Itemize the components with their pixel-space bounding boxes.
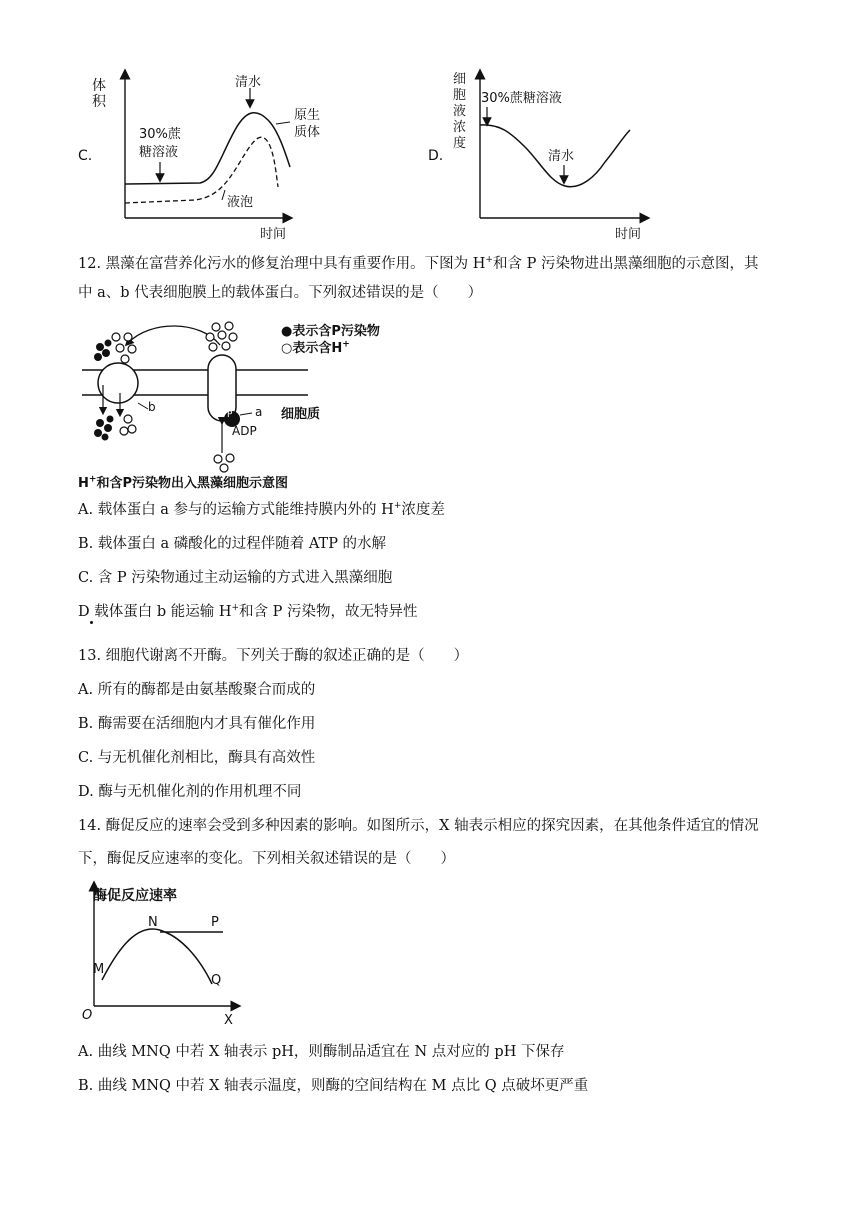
- h-ions-outside-b: [112, 333, 136, 363]
- q12-option-b: B. 载体蛋白 a 磷酸化的过程伴随着 ATP 的水解: [78, 536, 387, 552]
- figd-x-axis-label: 时间: [615, 227, 642, 242]
- q13-option-d: D. 酶与无机催化剂的作用机理不同: [78, 784, 302, 800]
- figc-protoplast-label-1: 原生: [294, 108, 321, 123]
- figure-c-volume-graph: [90, 62, 300, 244]
- q14-option-b: B. 曲线 MNQ 中若 X 轴表示温度，则酶的空间结构在 M 点比 Q 点破坏更严重: [78, 1078, 589, 1094]
- q13-stem: 13. 细胞代谢离不开酶。下列关于酶的叙述正确的是（ ）: [78, 648, 469, 664]
- q12-label-a: a: [255, 405, 263, 419]
- p-pollutants-inside: [94, 416, 114, 441]
- p-pollutants-outside: [94, 340, 112, 362]
- q13-option-a: A. 所有的酶都是由氨基酸聚合而成的: [78, 682, 316, 698]
- q12-legend-p: ●表示含P污染物: [281, 324, 380, 339]
- figd-water-label: 清水: [548, 149, 575, 164]
- q12-label-adp: ADP: [232, 424, 257, 438]
- q14-stem-line2: 下，酶促反应速率的变化。下列相关叙述错误的是（ ）: [78, 851, 455, 867]
- figc-y-axis-label: 体积: [92, 78, 106, 110]
- figc-x-axis-label: 时间: [260, 227, 287, 242]
- q14-label-M: M: [93, 962, 105, 977]
- q14-option-a: A. 曲线 MNQ 中若 X 轴表示 pH，则酶制品适宜在 N 点对应的 pH 下保存: [78, 1044, 565, 1060]
- h-ions-inside-b: [120, 415, 136, 435]
- q12-option-d: D 载体蛋白 b 能运输 H+和含 P 污染物，故无特异性: [78, 603, 418, 620]
- q14-label-N: N: [148, 915, 158, 930]
- carrier-b: [98, 363, 138, 403]
- q14-y-axis-label: 酶促反应速率: [93, 888, 177, 904]
- h-ions-outside-a: [206, 322, 237, 351]
- q12-legend-h: ○表示含H+: [281, 339, 350, 356]
- option-c-label: C.: [78, 148, 93, 164]
- q12-stem-line1: 12. 黑藻在富营养化污水的修复治理中具有重要作用。下图为 H+和含 P 污染物进出黑藻细胞的示意图，其: [78, 255, 759, 272]
- q14-x-axis-label: X: [224, 1013, 233, 1028]
- figd-sucrose-label: 30%蔗糖溶液: [481, 91, 562, 106]
- q14-stem-line1: 14. 酶促反应的速率会受到多种因素的影响。如图所示，X 轴表示相应的探究因素，在其他条件适宜的情况: [78, 818, 759, 834]
- q14-origin-label: O: [82, 1008, 93, 1023]
- figd-y-axis-label: 细胞液浓度: [453, 72, 467, 151]
- q12-stem-line2: 中 a、b 代表细胞膜上的载体蛋白。下列叙述错误的是（ ）: [78, 285, 483, 301]
- figc-sucrose-label-2: 糖溶液: [139, 145, 179, 160]
- curve-mnq: [102, 929, 212, 984]
- q13-option-c: C. 与无机催化剂相比，酶具有高效性: [78, 750, 316, 766]
- figc-vacuole-label: 液泡: [227, 195, 254, 210]
- h-ions-inside-a: [214, 454, 234, 472]
- figc-protoplast-label-2: 质体: [294, 125, 321, 140]
- figc-water-label: 清水: [235, 75, 262, 90]
- figc-sucrose-label-1: 30%蔗: [139, 127, 181, 142]
- q12-option-a: A. 载体蛋白 a 参与的运输方式能维持膜内外的 H+浓度差: [78, 501, 445, 518]
- q12-option-c: C. 含 P 污染物通过主动运输的方式进入黑藻细胞: [78, 570, 393, 586]
- q14-label-P: P: [211, 915, 219, 930]
- q13-option-b: B. 酶需要在活细胞内才具有催化作用: [78, 716, 316, 732]
- option-d-label: D.: [428, 148, 444, 164]
- stray-dot: [90, 621, 93, 624]
- q12-figure-caption: H+和含P污染物出入黑藻细胞示意图: [78, 474, 288, 491]
- q12-label-cytoplasm: 细胞质: [281, 407, 321, 422]
- q12-label-b: b: [148, 400, 156, 414]
- q14-label-Q: Q: [211, 973, 222, 988]
- q12-label-P: P: [227, 410, 233, 420]
